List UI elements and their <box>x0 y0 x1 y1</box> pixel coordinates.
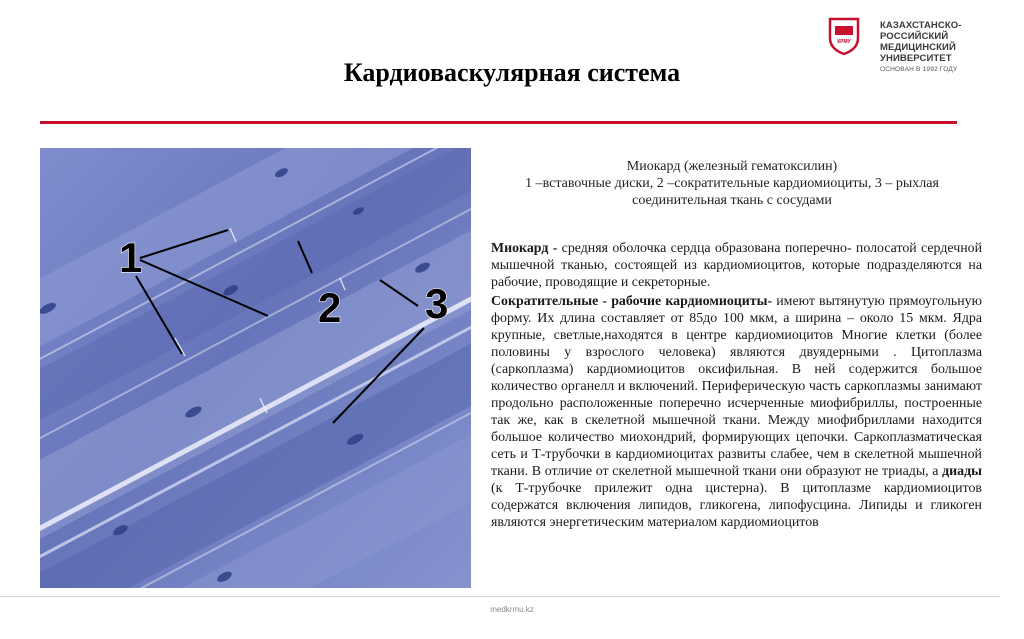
figure-caption <box>497 158 967 209</box>
footer-divider <box>0 596 1000 597</box>
body-text <box>491 240 982 533</box>
term-diads: диады <box>942 464 982 479</box>
figure-caption-title: Миокард (железный гематоксилин) <box>626 159 838 174</box>
university-name-line2: МЕДИЦИНСКИЙ УНИВЕРСИТЕТ <box>880 42 956 64</box>
paragraph-cardiomyocytes-text-b: (к Т-трубочке прилежит одна цистерна). В цитоплазме кардиомиоцитов содержатся включения липидов, гликогена, липофусцина. Липиды и гликоген являются энергетическим материалом кардиомиоцитов <box>491 481 982 530</box>
figure-label-1: 1 <box>119 234 143 281</box>
university-founded: ОСНОВАН В 1992 ГОДУ <box>880 66 958 73</box>
paragraph-cardiomyocytes <box>491 293 982 531</box>
figure-label-3: 3 <box>425 280 449 327</box>
logo-lettering: КРМУ <box>837 39 851 45</box>
figure-label-2: 2 <box>318 284 342 331</box>
myocardium-micrograph <box>40 148 471 588</box>
footer-site: medkrmu.kz <box>490 605 534 614</box>
term-contractile-cardiomyocytes: Сократительные - рабочие кардиомиоциты- <box>491 294 773 309</box>
figure-caption-legend: 1 –вставочные диски, 2 –сократительные кардиомиоциты, 3 – рыхлая соединительная ткань с сосудами <box>525 176 939 208</box>
term-myocardium: Миокард - <box>491 241 558 256</box>
slide-title: Кардиоваскулярная система <box>343 58 681 87</box>
paragraph-cardiomyocytes-text-a: имеют вытянутую прямоугольную форму. Их длина составляет от 85до 100 мкм, а ширина – около 15 мкм. Ядра крупные, светлые,находятся в центре кардиомиоцитов Многие клетки (более половины у взрослого человека) являются двуядерными . Цитоплазма (саркоплазма) кардиомиоцитов оксифильная. В ней содержится большое количество органелл и включений. Периферическую часть саркоплазмы занимают продольно расположенные поперечно исчерченные миофибриллы, построенные так же, как в скелетной мышечной ткани. Между миофибриллами находится большое количество миохондрий, формирующих цепочки. Саркоплазматическая сеть и Т-трубочки в кардиомиоцитах развиты слабее, чем в скелетной мышечной ткани. В отличие от скелетной мышечной ткани они образуют не триады, а <box>491 294 983 479</box>
title-divider <box>40 121 957 124</box>
paragraph-myocardium-text: средняя оболочка сердца образована поперечно- полосатой сердечной мышечной тканью, состоящей из кардиомиоцитов, которые подразделяются на рабочие, проводящие и секреторные. <box>491 241 983 290</box>
university-name-line1: КАЗАХСТАНСКО-РОССИЙСКИЙ <box>880 20 962 42</box>
university-logo <box>826 16 862 56</box>
paragraph-myocardium <box>491 240 982 291</box>
